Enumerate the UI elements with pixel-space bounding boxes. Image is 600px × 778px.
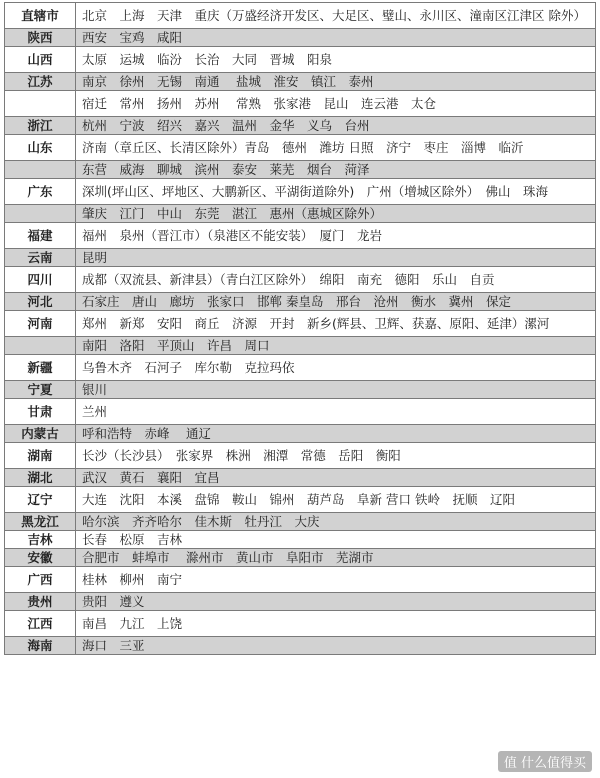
table-row [5,399,596,425]
cities-cell: 西安 宝鸡 咸阳 [76,29,596,47]
table-row [5,249,596,267]
table-row [5,469,596,487]
cities-cell: 大连 沈阳 本溪 盘锦 鞍山 锦州 葫芦岛 阜新 营口 铁岭 抚顺 辽阳 [76,487,596,513]
cities-cell: 银川 [76,381,596,399]
cities-cell: 宿迁 常州 扬州 苏州 常熟 张家港 昆山 连云港 太仓 [76,91,596,117]
province-cell: 河南 [5,311,76,337]
cities-cell: 福州 泉州（晋江市）（泉港区不能安装） 厦门 龙岩 [76,223,596,249]
table-row [5,637,596,655]
table-row [5,311,596,337]
table-row [5,381,596,399]
table-row [5,567,596,593]
province-cell: 海南 [5,637,76,655]
table-row [5,223,596,249]
province-cell: 云南 [5,249,76,267]
cities-cell: 东营 威海 聊城 滨州 泰安 莱芜 烟台 菏泽 [76,161,596,179]
province-cell [5,205,76,223]
cities-cell: 乌鲁木齐 石河子 库尔勒 克拉玛依 [76,355,596,381]
cities-cell: 哈尔滨 齐齐哈尔 佳木斯 牡丹江 大庆 [76,513,596,531]
table-row [5,355,596,381]
table-row [5,205,596,223]
province-cell: 甘肃 [5,399,76,425]
cities-cell: 南昌 九江 上饶 [76,611,596,637]
cities-cell: 太原 运城 临汾 长治 大同 晋城 阳泉 [76,47,596,73]
cities-cell: 长春 松原 吉林 [76,531,596,549]
table-row [5,3,596,29]
cities-cell: 南京 徐州 无锡 南通 盐城 淮安 镇江 泰州 [76,73,596,91]
table-row [5,593,596,611]
province-cell [5,91,76,117]
table-row [5,611,596,637]
province-cell: 辽宁 [5,487,76,513]
table-row [5,337,596,355]
province-cell [5,161,76,179]
table-row [5,73,596,91]
province-cell: 四川 [5,267,76,293]
province-cell: 江西 [5,611,76,637]
province-cell: 吉林 [5,531,76,549]
province-cell: 江苏 [5,73,76,91]
province-cell: 广西 [5,567,76,593]
province-cell: 广东 [5,179,76,205]
table-row [5,29,596,47]
province-cell: 山西 [5,47,76,73]
cities-cell: 武汉 黄石 襄阳 宜昌 [76,469,596,487]
cities-cell: 长沙（长沙县） 张家界 株洲 湘潭 常德 岳阳 衡阳 [76,443,596,469]
cities-cell: 肇庆 江门 中山 东莞 湛江 惠州（惠城区除外） [76,205,596,223]
province-cell: 湖北 [5,469,76,487]
cities-cell: 成都（双流县、新津县）（青白江区除外） 绵阳 南充 德阳 乐山 自贡 [76,267,596,293]
province-cell: 新疆 [5,355,76,381]
table-row [5,443,596,469]
region-table-body [5,3,596,655]
table-row [5,531,596,549]
table-row [5,425,596,443]
table-row [5,293,596,311]
table-row [5,179,596,205]
province-cell: 陕西 [5,29,76,47]
province-cell: 浙江 [5,117,76,135]
cities-cell: 桂林 柳州 南宁 [76,567,596,593]
region-table [4,2,596,655]
table-row [5,91,596,117]
province-cell: 安徽 [5,549,76,567]
province-cell: 黑龙江 [5,513,76,531]
cities-cell: 昆明 [76,249,596,267]
province-cell: 山东 [5,135,76,161]
province-cell: 贵州 [5,593,76,611]
cities-cell: 北京 上海 天津 重庆（万盛经济开发区、大足区、璧山、永川区、潼南区江津区 除外） [76,3,596,29]
cities-cell: 贵阳 遵义 [76,593,596,611]
cities-cell: 杭州 宁波 绍兴 嘉兴 温州 金华 义乌 台州 [76,117,596,135]
table-row [5,487,596,513]
table-row [5,549,596,567]
cities-cell: 海口 三亚 [76,637,596,655]
province-cell: 直辖市 [5,3,76,29]
table-row [5,47,596,73]
table-row [5,267,596,293]
province-cell [5,337,76,355]
cities-cell: 深圳(坪山区、坪地区、大鹏新区、平湖街道除外) 广州（增城区除外） 佛山 珠海 [76,179,596,205]
province-cell: 福建 [5,223,76,249]
cities-cell: 郑州 新郑 安阳 商丘 济源 开封 新乡(辉县、卫辉、获嘉、原阳、延津）漯河 [76,311,596,337]
table-row [5,135,596,161]
cities-cell: 济南（章丘区、长清区除外）青岛 德州 潍坊 日照 济宁 枣庄 淄博 临沂 [76,135,596,161]
province-cell: 河北 [5,293,76,311]
table-row [5,117,596,135]
cities-cell: 南阳 洛阳 平顶山 许昌 周口 [76,337,596,355]
watermark: 值 什么值得买 [498,751,592,772]
province-cell: 内蒙古 [5,425,76,443]
table-row [5,513,596,531]
cities-cell: 合肥市 蚌埠市 滁州市 黄山市 阜阳市 芜湖市 [76,549,596,567]
cities-cell: 石家庄 唐山 廊坊 张家口 邯郸 秦皇岛 邢台 沧州 衡水 冀州 保定 [76,293,596,311]
cities-cell: 兰州 [76,399,596,425]
cities-cell: 呼和浩特 赤峰 通辽 [76,425,596,443]
table-row [5,161,596,179]
province-cell: 宁夏 [5,381,76,399]
province-cell: 湖南 [5,443,76,469]
